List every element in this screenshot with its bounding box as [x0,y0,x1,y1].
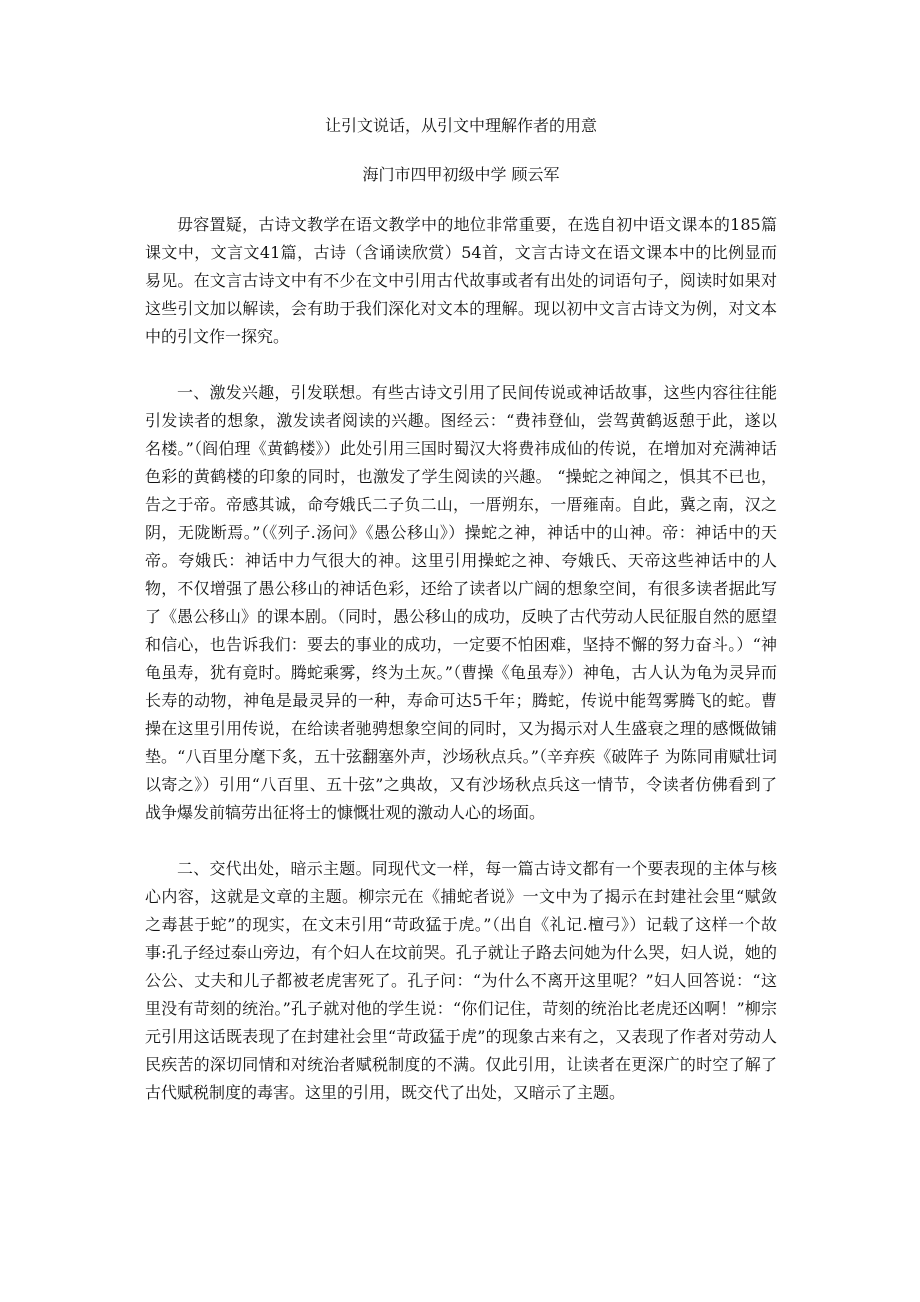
document-page [145,112,777,1135]
document-author: 海门市四甲初级中学 顾云军 [362,165,560,184]
document-title: 让引文说话，从引文中理解作者的用意 [324,116,597,135]
paragraph-section-one: 一、激发兴趣，引发联想。有些古诗文引用了民间传说或神话故事，这些内容往往能引发读者的想象，激发读者阅读的兴趣。图经云：“费祎登仙，尝驾黄鹤返憩于此，遂以名楼。”（阎伯理《黄鹤楼》）此处引用三国时蜀汉大将费祎成仙的传说，在增加对充满神话色彩的黄鹤楼的印象的同时，也激发了学生阅读的兴趣。 “操蛇之神闻之，惧其不已也，告之于帝。帝感其诚，命夸娥氏二子负二山，一厝朔东，一厝雍南。自此，冀之南，汉之阴，无陇断焉。”（《列子.汤问》《愚公移山》）操蛇之神，神话中的山神。帝：神话中的天帝。夸娥氏：神话中力气很大的神。这里引用操蛇之神、夸娥氏、天帝这些神话中的人物，不仅增强了愚公移山的神话色彩，还给了读者以广阔的想象空间，有很多读者据此写了《愚公移山》的课本剧。（同时，愚公移山的成功，反映了古代劳动人民征服自然的愿望和信心，也告诉我们：要去的事业的成功，一定要不怕困难，坚持不懈的努力奋斗。）“神龟虽寿，犹有竟时。腾蛇乘雾，终为土灰。”（曹操《龟虽寿》）神龟，古人认为龟为灵异而长寿的动物，神龟是最灵异的一种，寿命可达5千年；腾蛇，传说中能驾雾腾飞的蛇。曹操在这里引用传说，在给读者驰骋想象空间的同时，又为揭示对人生盛衰之理的感慨做铺垫。“八百里分麾下炙，五十弦翻塞外声，沙场秋点兵。”（辛弃疾《破阵子 为陈同甫赋壮词以寄之》）引用“八百里、五十弦”之典故，又有沙场秋点兵这一情节，令读者仿佛看到了战争爆发前犒劳出征将士的慷慨壮观的激动人心的场面。 [145,383,778,822]
paragraph-section-two: 二、交代出处，暗示主题。同现代文一样，每一篇古诗文都有一个要表现的主体与核心内容，这就是文章的主题。柳宗元在《捕蛇者说》一文中为了揭示在封建社会里“赋敛之毒甚于蛇”的现实，在文末引用“苛政猛于虎。”（出自《礼记.檀弓》）记载了这样一个故事:孔子经过泰山旁边，有个妇人在坟前哭。孔子就让子路去问她为什么哭，妇人说，她的公公、丈夫和儿子都被老虎害死了。孔子问：“为什么不离开这里呢？”妇人回答说：“这里没有苛刻的统治。”孔子就对他的学生说：“你们记住，苛刻的统治比老虎还凶啊！”柳宗元引用这话既表现了在封建社会里“苛政猛于虎”的现象古来有之，又表现了作者对劳动人民疾苦的深切同情和对统治者赋税制度的不满。仅此引用，让读者在更深广的时空了解了古代赋税制度的毒害。这里的引用，既交代了出处，又暗示了主题。 [145,859,777,1102]
paragraph-intro: 毋容置疑，古诗文教学在语文教学中的地位非常重要，在选自初中语文课本的185篇课文中，文言文41篇，古诗（含诵读欣赏）54首，文言古诗文在语文课本中的比例显而易见。在文言古诗文中有不少在文中引用古代故事或者有出处的词语句子，阅读时如果对这些引文加以解读，会有助于我们深化对文本的理解。现以初中文言古诗文为例，对文本中的引文作一探究。 [145,215,777,346]
